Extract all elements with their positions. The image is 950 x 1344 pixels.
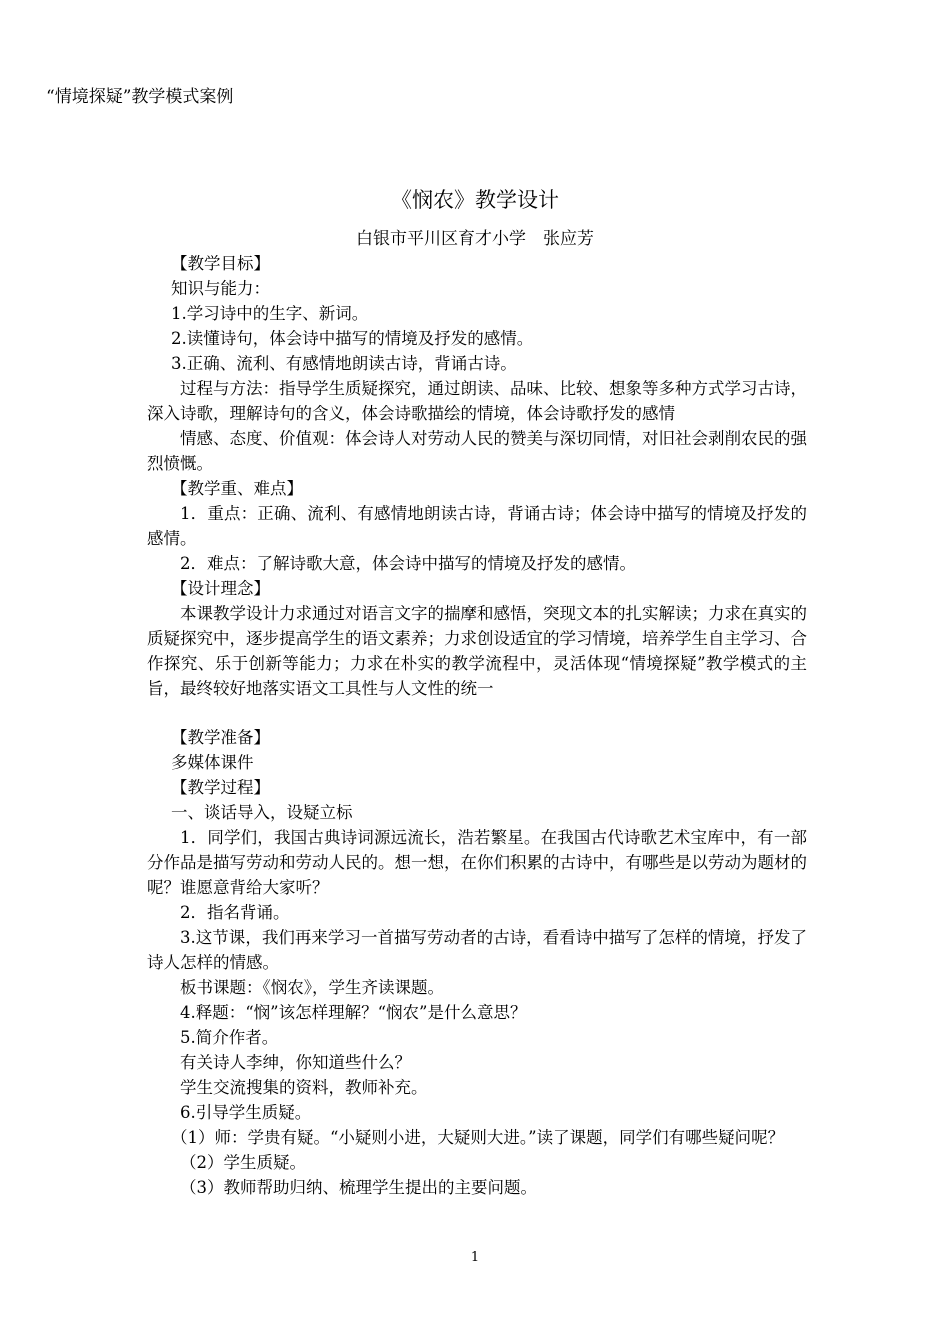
paragraph: 多媒体课件: [171, 753, 254, 772]
paragraph: 有关诗人李绅，你知道些什么？: [180, 1053, 411, 1072]
paragraph: 6.引导学生质疑。: [180, 1103, 312, 1122]
paragraph: 4.释题：“悯”该怎样理解？“悯农”是什么意思？: [180, 1003, 527, 1022]
document-body: [147, 251, 807, 1200]
author-line: 白银市平川区育才小学 张应芳: [356, 229, 594, 249]
paragraph: （1）师：学贵有疑。“小疑则小进，大疑则大进。”读了课题，同学们有哪些疑问呢？: [171, 1128, 785, 1147]
paragraph: 板书课题：《悯农》，学生齐读课题。: [180, 978, 444, 997]
paragraph: 2.读懂诗句，体会诗中描写的情境及抒发的感情。: [171, 329, 534, 348]
paragraph: 1．重点：正确、流利、有感情地朗读古诗，背诵古诗；体会诗中描写的情境及抒发的感情。: [147, 504, 807, 548]
paragraph: 2．指名背诵。: [180, 903, 290, 922]
section-heading-design-concept: 【设计理念】: [171, 579, 270, 598]
paragraph: 情感、态度、价值观：体会诗人对劳动人民的赞美与深切同情，对旧社会剥削农民的强烈愤慨。: [147, 429, 807, 473]
paragraph: 1．同学们，我国古典诗词源远流长，浩若繁星。在我国古代诗歌艺术宝库中，有一部分作品是描写劳动和劳动人民的。想一想，在你们积累的古诗中，有哪些是以劳动为题材的呢？谁愿意背给大家听？: [147, 828, 807, 897]
paragraph: （2）学生质疑。: [180, 1153, 306, 1172]
paragraph: 2．难点：了解诗歌大意，体会诗中描写的情境及抒发的感情。: [180, 554, 636, 573]
section-heading-objectives: 【教学目标】: [171, 254, 270, 273]
paragraph: 3.这节课，我们再来学习一首描写劳动者的古诗，看看诗中描写了怎样的情境，抒发了诗人怎样的情感。: [147, 928, 807, 972]
subheading-step-one: 一、谈话导入，设疑立标: [171, 803, 353, 822]
paragraph: （3）教师帮助归纳、梳理学生提出的主要问题。: [180, 1178, 537, 1197]
header-note: “情境探疑”教学模式案例: [46, 87, 234, 107]
section-heading-key-points: 【教学重、难点】: [171, 479, 303, 498]
page-number: 1: [470, 1250, 480, 1265]
paragraph: 学生交流搜集的资料，教师补充。: [180, 1078, 428, 1097]
spacer: [147, 701, 807, 725]
section-heading-process: 【教学过程】: [171, 778, 270, 797]
document-title: 《悯农》教学设计: [391, 188, 559, 212]
paragraph: 3.正确、流利、有感情地朗读古诗，背诵古诗。: [171, 354, 517, 373]
paragraph: 5.简介作者。: [180, 1028, 279, 1047]
paragraph: 本课教学设计力求通过对语言文字的揣摩和感悟，突现文本的扎实解读；力求在真实的质疑探究中，逐步提高学生的语文素养；力求创设适宜的学习情境，培养学生自主学习、合作探究、乐于创新等能力；力求在朴实的教学流程中，灵活体现“情境探疑”教学模式的主旨，最终较好地落实语文工具性与人文性的统一: [147, 604, 807, 698]
paragraph: 1.学习诗中的生字、新词。: [171, 304, 369, 323]
section-heading-preparation: 【教学准备】: [171, 728, 270, 747]
paragraph: 过程与方法：指导学生质疑探究，通过朗读、品味、比较、想象等多种方式学习古诗，深入诗歌，理解诗句的含义，体会诗歌描绘的情境，体会诗歌抒发的感情: [147, 379, 807, 423]
subheading-knowledge: 知识与能力：: [171, 279, 270, 298]
